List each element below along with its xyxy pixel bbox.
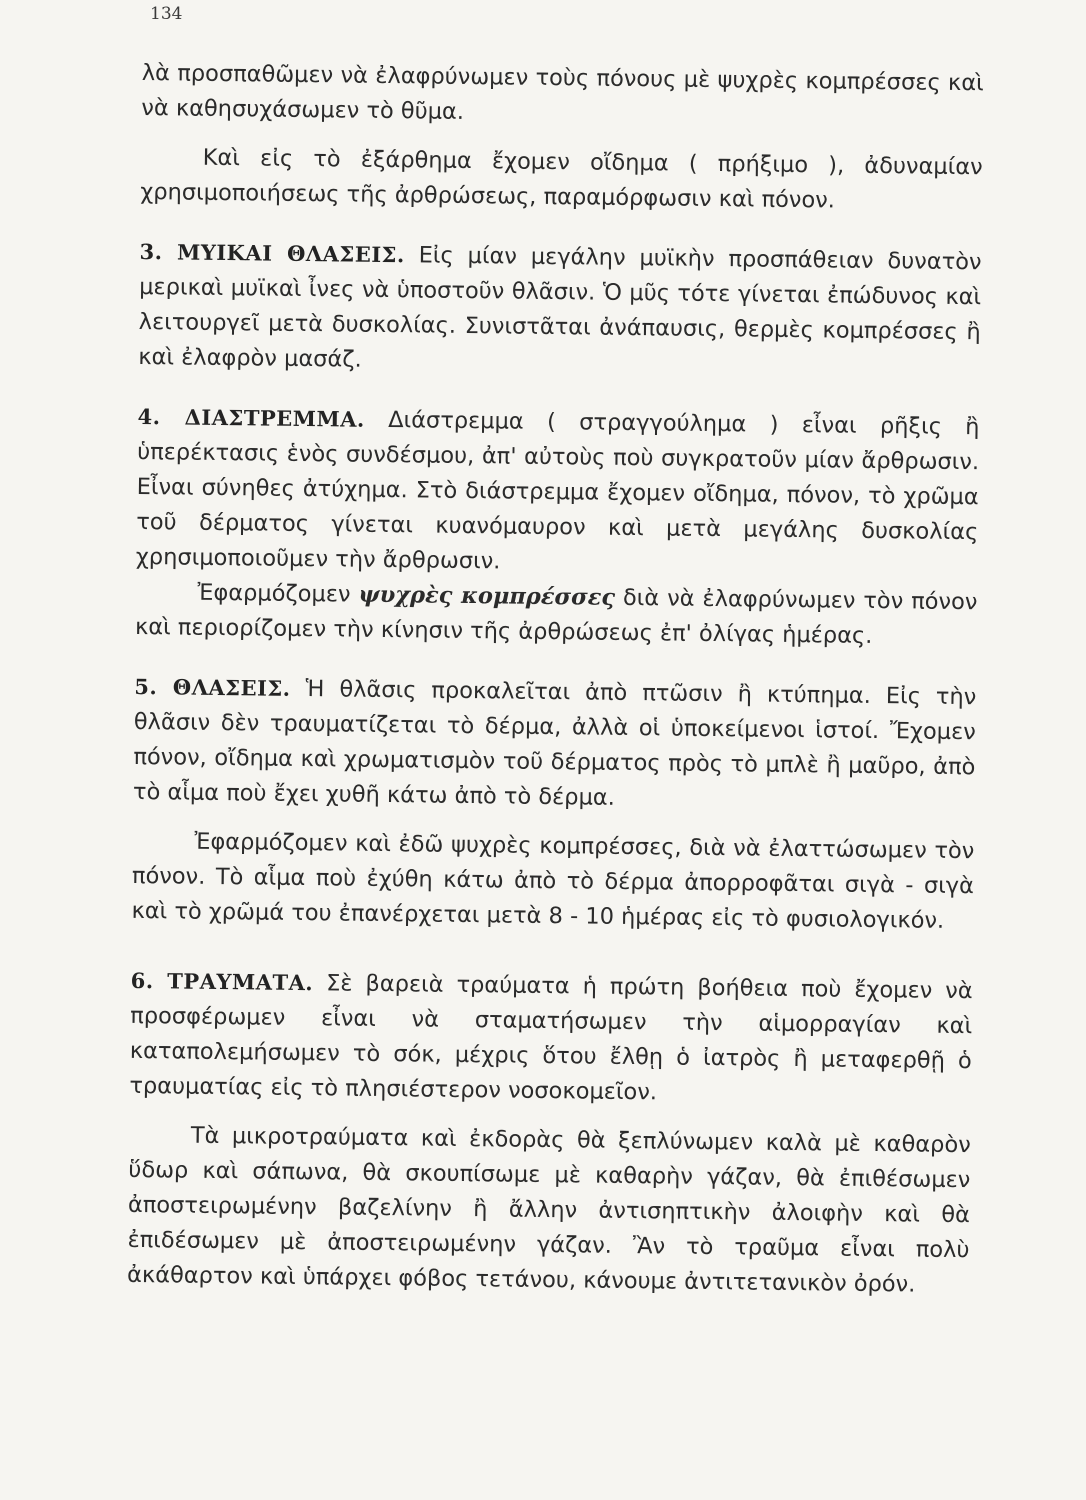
page-number: 134 (150, 4, 183, 24)
section-bruises (133, 669, 977, 820)
page-body (127, 56, 984, 1303)
section-heading: 6. ΤΡΑΥΜΑΤΑ. (130, 967, 314, 996)
section-heading: 4. ΔΙΑΣΤΡΕΜΜΑ. (137, 403, 365, 432)
paragraph-minor-wounds: Τὰ μικροτραύματα καὶ ἐκδορὰς θὰ ξεπλύνωμεν καλὰ μὲ καθαρὸν ὕδωρ καὶ σάπωνα, θὰ σκουπίσωμε μὲ καθαρὴν γάζαν, θὰ ἐπιθέσωμεν ἀποστειρωμένην βαζελίνην ἢ ἄλλην ἀντισηπτικὴν ἀλοιφὴν καὶ θὰ ἐπιδέσωμεν μὲ ἀποστειρωμένην γάζαν. Ἂν τὸ τραῦμα εἶναι πολὺ ἀκάθαρτον καὶ ὑπάρχει φόβος τετάνου, κάνουμε ἀντιτετανικὸν ὀρόν. (126, 1122, 971, 1298)
paragraph-dislocation: Καὶ εἰς τὸ ἐξάρθημα ἔχομεν οἴδημα ( πρήξιμο ), ἀδυναμίαν χρησιμοποιήσεως τῆς ἀρθρώσεως, παραμόρφωσιν καὶ πόνον. (140, 144, 983, 214)
section-text: Ἡ θλᾶσις προκαλεῖται ἀπὸ πτῶσιν ἢ κτύπημα. Εἰς τὴν θλᾶσιν δὲν τραυματίζεται τὸ δέρμα, ἀλλὰ οἱ ὑποκείμενοι ἱστοί. Ἔχομεν πόνον, οἴδημα καὶ χρωματισμὸν τοῦ δέρματος πρὸς τὸ μπλὲ ἢ μαῦρο, ἀπὸ τὸ αἷμα ποὺ ἔχει χυθῆ κάτω ἀπὸ τὸ δέρμα. (132, 676, 977, 811)
text-fragment: Ἐφαρμόζομεν (197, 579, 351, 608)
paragraph-bruise-treatment: Ἐφαρμόζομεν καὶ ἐδῶ ψυχρὲς κομπρέσσες, διὰ νὰ ἐλαττώσωμεν τὸν πόνον. Τὸ αἷμα ποὺ ἐχύθη κάτω ἀπὸ τὸ δέρμα ἀπορροφᾶται σιγὰ - σιγὰ καὶ τὸ χρῶμά του ἐπανέρχεται μετὰ 8 - 10 ἡμέρας εἰς τὸ φυσιολογικόν. (131, 828, 975, 934)
section-text: Εἰς μίαν μεγάλην μυϊκὴν προσπάθειαν δυνατὸν μερικαὶ μυϊκαὶ ἶνες νὰ ὑποστοῦν θλᾶσιν. Ὁ μῦς τότε γίνεται ἐπώδυνος καὶ λειτουργεῖ μετὰ δυσκολίας. Συνιστᾶται ἀνάπαυσις, θερμὲς κομπρέσσες ἢ καὶ ἐλαφρὸν μασάζ. (138, 242, 982, 373)
section-heading: 5. ΘΛΑΣΕΙΣ. (134, 673, 291, 701)
paragraph-sprain-treatment (135, 575, 978, 655)
text-fragment: διὰ νὰ ἐλαφρύνωμεν τὸν πόνον καὶ περιορίζομεν τὴν κίνησιν τῆς ἀρθρώσεως ἐπ' ὀλίγας ἡμέρας. (134, 584, 978, 649)
section-wounds (129, 963, 973, 1114)
section-muscle-strains (138, 234, 982, 385)
section-text: Σὲ βαρειὰ τραύματα ἡ πρώτη βοήθεια ποὺ ἔχομεν νὰ προσφέρωμεν εἶναι νὰ σταματήσωμεν τὴν αἱμορραγίαν καὶ καταπολεμήσωμεν τὸ σόκ, μέχρις ὅτου ἔλθῃ ὁ ἰατρὸς ἢ μεταφερθῇ ὁ τραυματίας εἰς τὸ πλησιέστερον νοσοκομεῖον. (129, 970, 973, 1106)
section-heading: 3. ΜΥΙΚΑΙ ΘΛΑΣΕΙΣ. (139, 238, 405, 268)
section-sprain (136, 399, 980, 585)
emphasis-cold-compresses: ψυχρὲς κομπρέσσες (358, 581, 616, 611)
paragraph-continuation: λὰ προσπαθῶμεν νὰ ἐλαφρύνωμεν τοὺς πόνους μὲ ψυχρὲς κομπρέσσες καὶ νὰ καθησυχάσωμεν τὸ θῦμα. (141, 59, 984, 125)
section-text: Διάστρεμμα ( στραγγούλημα ) εἶναι ρῆξις ἢ ὑπερέκτασις ἑνὸς συνδέσμου, ἀπ' αὐτοὺς ποὺ συγκρατοῦν μίαν ἄρθρωσιν. Εἶναι σύνηθες ἀτύχημα. Στὸ διάστρεμμα ἔχομεν οἴδημα, πόνον, τὸ χρῶμα τοῦ δέρματος γίνεται κυανόμαυρον καὶ μετὰ μεγάλης δυσκολίας χρησιμοποιοῦμεν τὴν ἄρθρωσιν. (135, 407, 980, 575)
